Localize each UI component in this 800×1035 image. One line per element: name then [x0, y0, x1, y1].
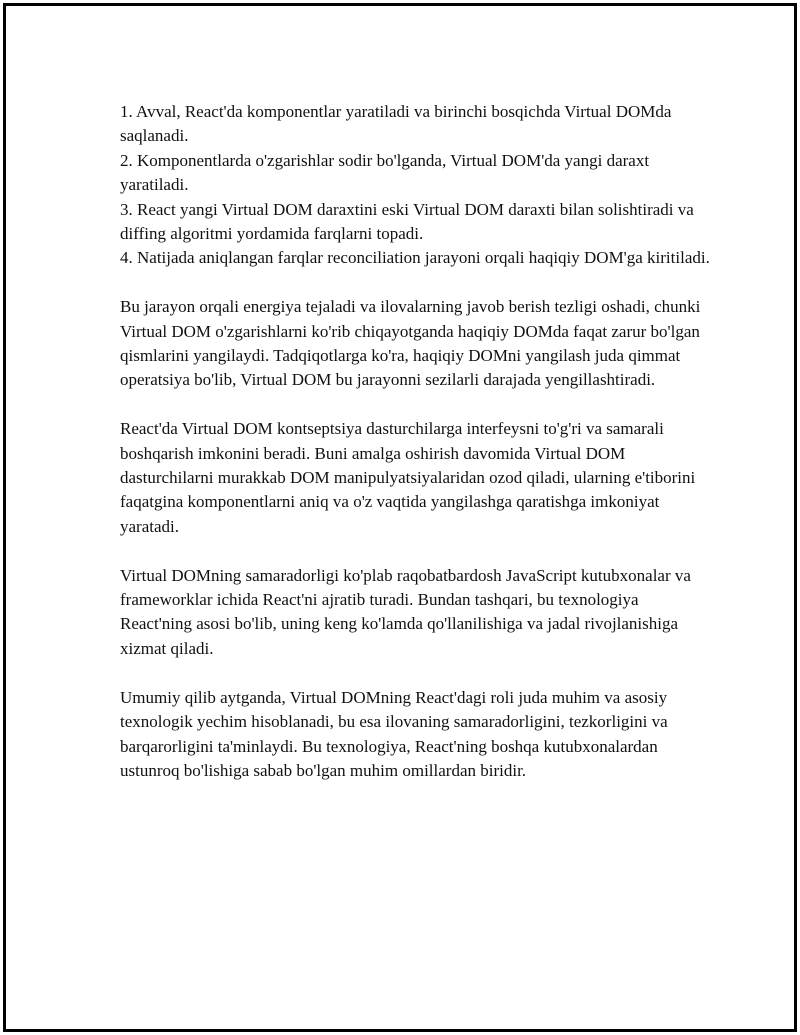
step-item-4: 4. Natijada aniqlangan farqlar reconciliation jarayoni orqali haqiqiy DOM'ga kiritiladi.	[120, 248, 710, 268]
paragraph-conclusion: Umumiy qilib aytganda, Virtual DOMning React'dagi roli juda muhim va asosiy texnologik yechim hisoblanadi, bu esa ilovaning samaradorligini, tezkorligini va barqarorligini ta'minlaydi. Bu texnologiya, React'ning boshqa kutubxonalardan ustunroq bo'lishiga sabab bo'lgan muhim omillardan biridir.	[120, 687, 668, 780]
document-body	[120, 100, 710, 783]
step-item-3: 3. React yangi Virtual DOM daraxtini eski Virtual DOM daraxti bilan solishtiradi va diffing algoritmi yordamida farqlarni topadi.	[120, 199, 694, 244]
step-item-1: 1. Avval, React'da komponentlar yaratiladi va birinchi bosqichda Virtual DOMda saqlanadi.	[120, 102, 672, 146]
step-item-2: 2. Komponentlarda o'zgarishlar sodir bo'lganda, Virtual DOM'da yangi daraxt yaratiladi.	[120, 150, 650, 195]
paragraph-energy-efficiency: Bu jarayon orqali energiya tejaladi va ilovalarning javob berish tezligi oshadi, chunki Virtual DOM o'zgarishlarni ko'rib chiqayotganda haqiqiy DOMda faqat zarur bo'lgan qismlarini yangilaydi. Tadqiqotlarga ko'ra, haqiqiy DOMni yangilash juda qimmat operatsiya bo'lib, Virtual DOM bu jarayonni sezilarli darajada yengillashtiradi.	[120, 297, 701, 390]
document-page	[3, 3, 797, 1032]
paragraph-developer-benefits: React'da Virtual DOM kontseptsiya dasturchilarga interfeysni to'g'ri va samarali boshqarish imkonini beradi. Buni amalga oshirish davomida Virtual DOM dasturchilarni murakkab DOM manipulyatsiyalaridan ozod qiladi, ularning e'tiborini faqatgina komponentlarni aniq va o'z vaqtida yangilashga qaratishga imkoniyat yaratadi.	[120, 419, 696, 536]
paragraph-competitive-advantage: Virtual DOMning samaradorligi ko'plab raqobatbardosh JavaScript kutubxonalar va frameworklar ichida React'ni ajratib turadi. Bundan tashqari, bu texnologiya React'ning asosi bo'lib, uning keng ko'lamda qo'llanilishiga va jadal rivojlanishiga xizmat qiladi.	[120, 565, 691, 658]
